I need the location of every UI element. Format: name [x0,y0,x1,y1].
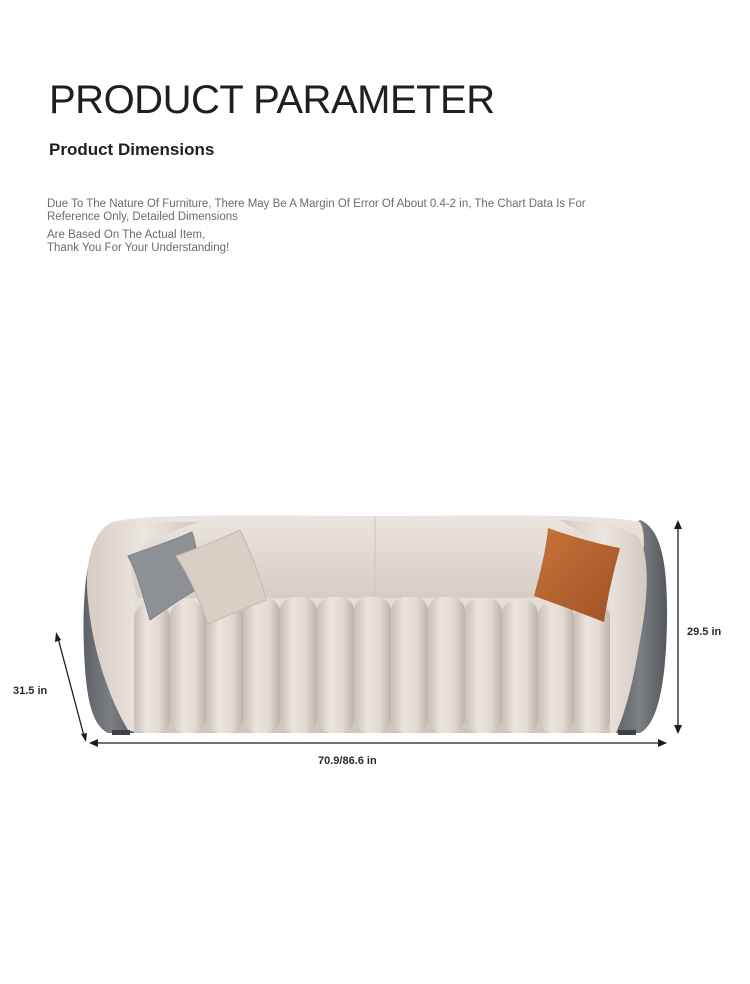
length-label: 70.9/86.6 in [318,755,377,767]
depth-label: 31.5 in [13,685,48,697]
height-label: 29.5 in [687,626,722,638]
page-title: PRODUCT PARAMETER [49,78,495,122]
section-subtitle: Product Dimensions [49,140,215,159]
disclaimer-line-1: Due To The Nature Of Furniture, There May Be A Margin Of Error Of About 0.4-2 in, The Chart Data Is For Reference Only, Detailed Dimensions [47,198,586,223]
height-arrow [674,520,682,734]
depth-arrow [55,632,87,742]
length-arrow [89,739,667,747]
disclaimer-line-2: Are Based On The Actual Item, Thank You For Your Understanding! [47,229,230,254]
